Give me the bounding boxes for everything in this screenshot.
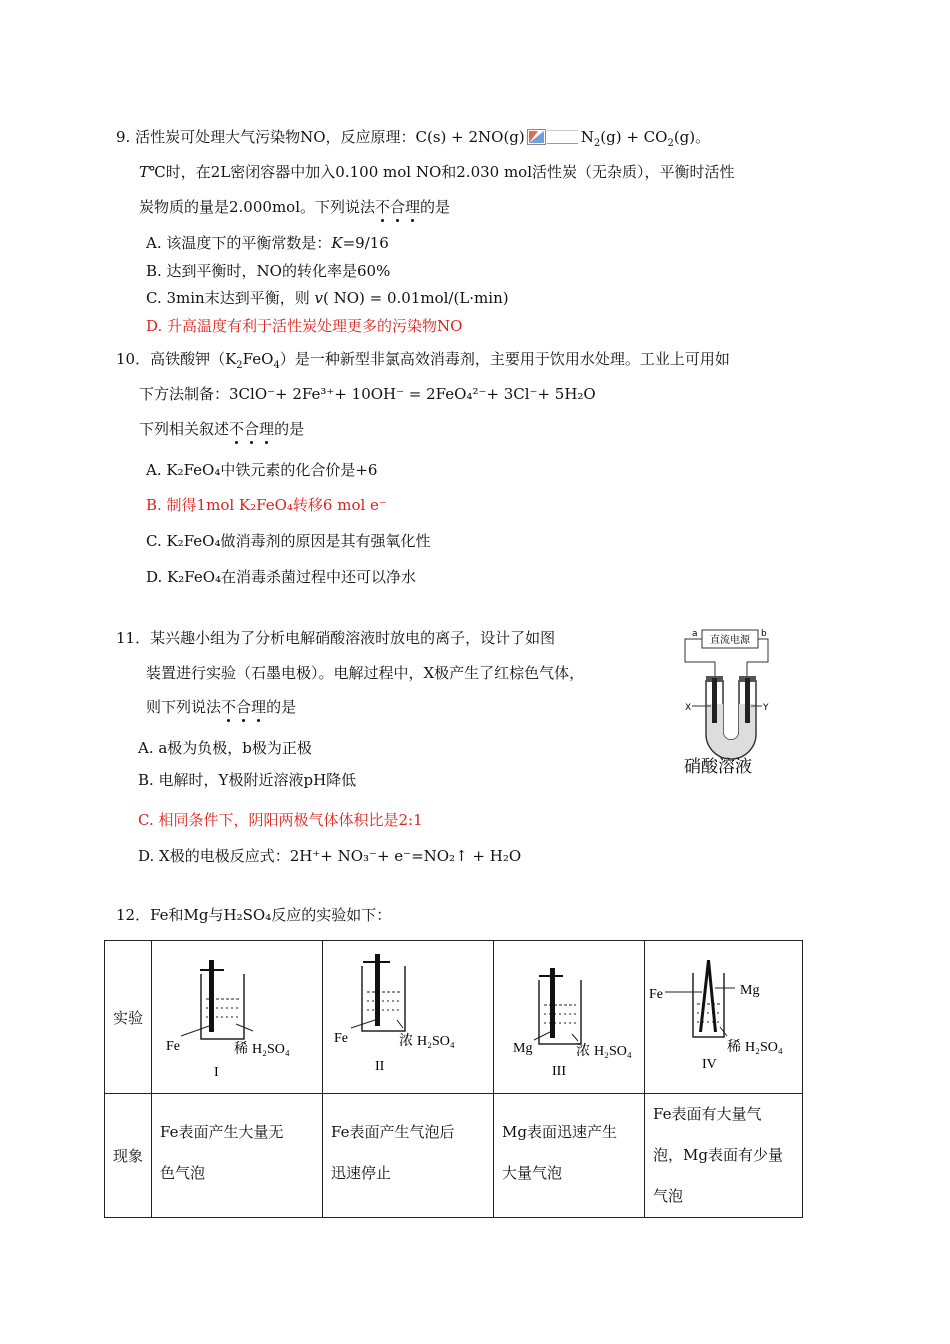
q11-option-d: D. X极的电极反应式：2H⁺+ NO₃⁻+ e⁻=NO₂↑ + H₂O [138, 847, 522, 865]
q10-stem3-text: 下列相关叙述 [139, 420, 230, 438]
q9-co2: (g) + CO [600, 128, 668, 146]
q9-optc-rest: ( NO) = 0.01mol/(L·min) [322, 289, 509, 307]
observation-line: 大量气泡 [502, 1164, 563, 1182]
table-row-experiment [105, 941, 803, 1094]
observation-line: Mg表面迅速产生 [502, 1123, 617, 1141]
q9-stem2-text: ℃时，在2L密闭容器中加入0.100 mol NO和2.030 mol活性炭（无杂质），平衡时活性 [149, 163, 735, 181]
emphasis-li: 理 [259, 420, 275, 438]
q9-option-b: B. 达到平衡时，NO的转化率是60% [146, 262, 391, 280]
q10-stem-line2: 下方法制备：3ClO⁻+ 2Fe³⁺+ 10OH⁻ = 2FeO₄²⁻+ 3Cl⁻+ 5H₂O [139, 385, 596, 403]
u-tube-inner [723, 680, 739, 740]
terminal-b-label: b [761, 629, 767, 639]
experiment-cell-4 [645, 941, 803, 1094]
beaker-diagram-1 [152, 942, 322, 1093]
q9-option-d: D. 升高温度有利于活性炭处理更多的污染物NO [146, 317, 463, 335]
experiment-cell-1 [152, 941, 323, 1094]
acid-label: H₂SO₄ [252, 1041, 290, 1057]
beaker [693, 973, 724, 1037]
q9-stem-end: (g)。 [673, 128, 711, 146]
beaker [201, 974, 244, 1039]
electrode-y-label: Y [763, 703, 769, 713]
emphasis-li: 理 [251, 698, 267, 716]
q11-stem-line1: 11．某兴趣小组为了分析电解硝酸溶液时放电的离子，设计了如图 [116, 629, 556, 647]
q9-n2: N [580, 128, 594, 146]
observation-line: 气泡 [653, 1187, 684, 1205]
observation-cell-2 [323, 1094, 494, 1218]
electrode-x [712, 678, 717, 723]
q10-option-a: A. K₂FeO₄中铁元素的化合价是+6 [146, 461, 378, 479]
emphasis-not: 不 [229, 420, 245, 438]
metal-pointer [351, 1020, 375, 1028]
emphasis-he: 合 [236, 698, 252, 716]
q9-option-a [146, 233, 389, 253]
acid-word: 浓 [576, 1043, 590, 1059]
experiment-number: II [375, 1058, 385, 1074]
q11-stem3-text: 则下列说法 [146, 698, 222, 716]
q9-stem3-text: 炭物质的量是2.000mol。下列说法 [139, 198, 375, 216]
metal-strip [550, 968, 555, 1038]
q11-option-a: A. a极为负极，b极为正极 [138, 739, 312, 757]
experiment-number: I [214, 1064, 219, 1080]
power-supply-label: 直流电源 [710, 635, 750, 646]
electrolysis-diagram [672, 622, 792, 782]
figure-caption: 硝酸溶液 [684, 757, 752, 777]
metal-label: Mg [513, 1040, 533, 1056]
q10-option-b: B. 制得1mol K₂FeO₄转移6 mol e⁻ [146, 496, 387, 514]
q10-stem3-end: 的是 [274, 420, 305, 438]
row-header-experiment: 实验 [105, 941, 152, 1094]
electrode-x-label: X [685, 703, 692, 713]
q11-stem3-end: 的是 [266, 698, 297, 716]
emphasis-li: 理 [405, 198, 421, 216]
emphasis-not: 不 [221, 698, 237, 716]
q10-stem1-rest: ）是一种新型非氯高效消毒剂，主要用于饮用水处理。工业上可用如 [279, 350, 730, 368]
experiment-cell-2 [323, 941, 494, 1094]
metal-strip [375, 954, 380, 1026]
beaker-diagram-2 [323, 942, 493, 1093]
q11-option-c: C. 相同条件下，阴阳两极气体体积比是2:1 [138, 811, 423, 829]
experiment-number: III [552, 1063, 566, 1079]
q9-n2-sub: 2 [593, 138, 601, 149]
beaker-diagram-4 [645, 942, 802, 1093]
table-row-observation [105, 1094, 803, 1218]
fe-label: Fe [649, 986, 663, 1002]
q10-o-sub: 4 [273, 360, 280, 371]
q9-option-c [146, 288, 509, 308]
mg-label: Mg [740, 982, 760, 998]
acid-label: H₂SO₄ [594, 1043, 632, 1059]
observation-line: Fe表面产生气泡后 [331, 1123, 455, 1141]
electrode-y [745, 678, 750, 723]
q11-stem-line3 [146, 697, 296, 717]
observation-line: 色气泡 [160, 1164, 206, 1182]
q9-optc-text: C. 3min末达到平衡，则 [146, 289, 315, 307]
electrolysis-figure [672, 622, 792, 782]
experiment-number: IV [702, 1056, 717, 1072]
observation-line: Fe表面有大量气 [653, 1105, 762, 1123]
q9-opta-K: K [331, 234, 343, 252]
terminal-a-label: a [692, 629, 698, 639]
acid-word: 稀 [234, 1041, 248, 1057]
observation-cell-4 [645, 1094, 803, 1218]
observation-cell-3 [494, 1094, 645, 1218]
acid-word: 浓 [399, 1033, 413, 1049]
q9-stem-text: 9. 活性炭可处理大气污染物NO，反应原理：C(s) + 2NO(g) [116, 128, 525, 146]
metal-label: Fe [166, 1038, 180, 1054]
emphasis-not: 不 [375, 198, 391, 216]
metal-pointer [534, 1032, 550, 1040]
emphasis-he: 合 [244, 420, 260, 438]
acid-word: 稀 [727, 1039, 741, 1055]
beaker-diagram-3 [494, 942, 644, 1093]
observation-cell-1 [152, 1094, 323, 1218]
q9-co2-sub: 2 [667, 138, 674, 149]
q9-optc-v: v [314, 289, 323, 307]
q9-stem-line1 [116, 127, 710, 147]
acid-pointer [397, 1020, 403, 1028]
q10-option-c: C. K₂FeO₄做消毒剂的原因是其有强氧化性 [146, 532, 431, 550]
q9-opta-text: A. 该温度下的平衡常数是： [146, 234, 332, 252]
row-header-observation: 现象 [105, 1094, 152, 1218]
q10-feo: FeO [242, 350, 274, 368]
reversible-arrow-icon [527, 129, 579, 145]
metal-label: Fe [334, 1030, 348, 1046]
q11-option-b: B. 电解时，Y极附近溶液pH降低 [138, 771, 357, 789]
acid-label: H₂SO₄ [745, 1039, 783, 1055]
q9-opta-value: =9/16 [342, 234, 389, 252]
q10-k-sub: 2 [236, 360, 243, 371]
q10-stem-line1 [116, 349, 730, 369]
observation-line: Fe表面产生大量无 [160, 1123, 284, 1141]
q10-stem-line3 [139, 419, 304, 439]
q9-stem-line3 [139, 197, 450, 217]
q9-stem-line2 [139, 162, 735, 182]
acid-label: H₂SO₄ [417, 1033, 455, 1049]
metal-pointer [181, 1026, 209, 1036]
observation-line: 泡，Mg表面有少量 [653, 1146, 783, 1164]
experiment-cell-3 [494, 941, 645, 1094]
emphasis-he: 合 [390, 198, 406, 216]
q11-stem-line2: 装置进行实验（石墨电极）。电解过程中，X极产生了红棕色气体， [146, 664, 585, 682]
mg-strip [707, 960, 717, 1032]
q9-temp-T: T [139, 163, 150, 181]
observation-line: 迅速停止 [331, 1164, 392, 1182]
q10-option-d: D. K₂FeO₄在消毒杀菌过程中还可以净水 [146, 568, 417, 586]
q10-stem1-text: 10．高铁酸钾（K [116, 350, 237, 368]
q9-stem3-end: 的是 [420, 198, 451, 216]
acid-pointer [572, 1034, 578, 1041]
experiment-table [104, 940, 803, 1218]
q12-stem: 12．Fe和Mg与H₂SO₄反应的实验如下： [116, 906, 392, 924]
